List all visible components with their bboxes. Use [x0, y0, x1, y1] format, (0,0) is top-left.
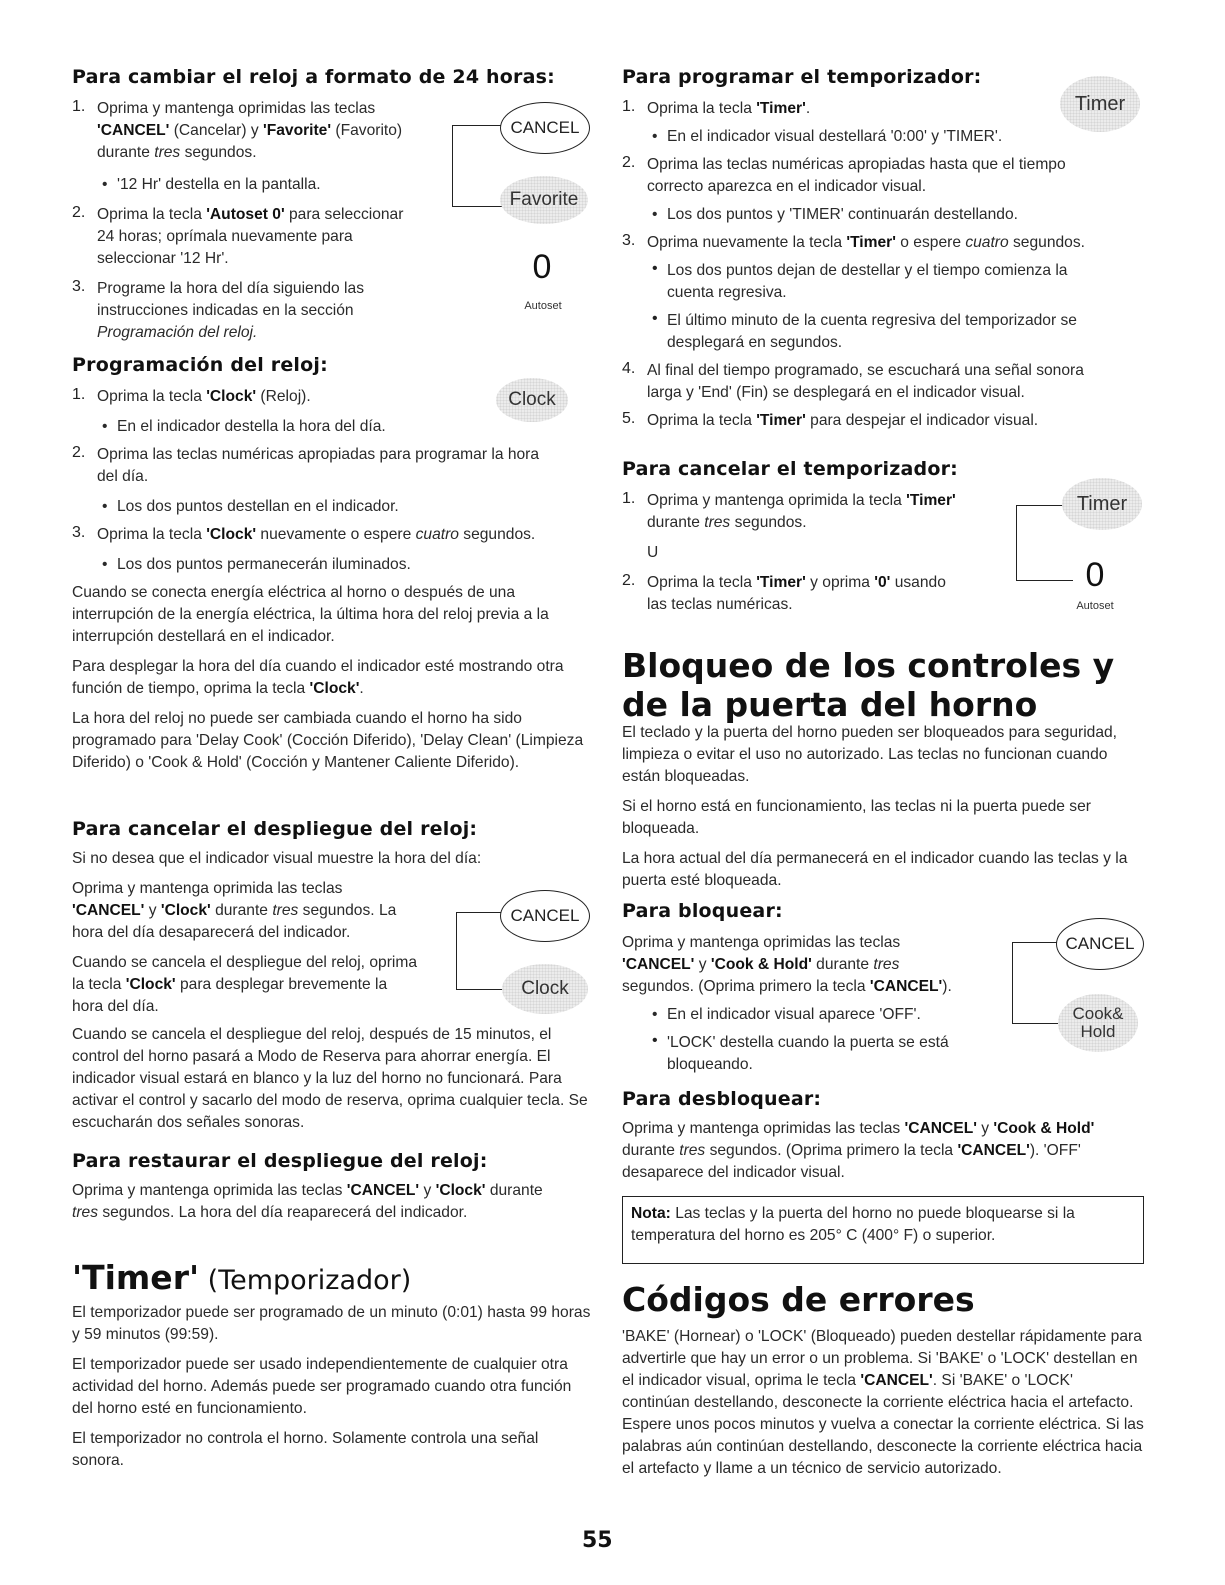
cancel-key-icon: CANCEL	[500, 102, 590, 154]
key-bracket	[452, 125, 503, 207]
note-box: Nota: Las teclas y la puerta del horno no puede bloquearse si la temperatura del horno es 205° C (400° F) o superior.	[622, 1196, 1144, 1264]
steps-24-hour	[72, 98, 452, 344]
key-bracket-4	[1012, 942, 1059, 1024]
bullet-12hr: • '12 Hr' destella en la pantalla.	[72, 174, 452, 196]
key-bracket-3	[1016, 505, 1073, 581]
step-24-2: 2. Oprima la tecla 'Autoset 0' para seleccionar 24 horas; oprímala nuevamente para seleccionar '12 Hr'.	[72, 204, 404, 267]
step-24-1: 1. Oprima y mantenga oprimidas las teclas 'CANCEL' (Cancelar) y 'Favorite' (Favorito) durante tres segundos.	[72, 98, 403, 161]
unlock-section: Oprima y mantenga oprimidas las teclas 'CANCEL' y 'Cook & Hold' durante tres segundos. (Oprima primero la tecla 'CANCEL'). 'OFF' desaparece del indicador visual.	[622, 1120, 1095, 1181]
lock-intro: El teclado y la puerta del horno pueden ser bloqueados para seguridad, limpieza o evitar el uso no autorizado. Las teclas no funcionan cuando están bloqueadas. Si el horno está en funcionamiento, las teclas ni la puerta puede ser bloqueada. La hora actual del día permanecerá en el indicador cuando las teclas y la puerta esté bloqueada.	[622, 724, 1128, 889]
heading-errors: Códigos de errores	[622, 1280, 975, 1319]
steps-cancel-timer: 1. Oprima y mantenga oprimida la tecla 'Timer' durante tres segundos. U 2. Oprima la tecla 'Timer' y oprima '0' usando las teclas numéricas.	[622, 490, 956, 613]
paragraph-nochange: La hora del reloj no puede ser cambiada cuando el horno ha sido programado para 'Delay Cook' (Cocción Diferido), 'Delay Clean' (Limpieza Diferido) o 'Cook & Hold' (Cocción y Mantener Caliente Diferido).	[72, 710, 584, 771]
timer-key-icon-2: Timer	[1062, 478, 1142, 530]
step-clock-1: 1. Oprima la tecla 'Clock' (Reloj).	[72, 386, 311, 405]
steps-set-timer: 1. Oprima la tecla 'Timer'. • En el indicador visual destellará '0:00' y 'TIMER'. 2. Oprima las teclas numéricas apropiadas hasta que el tiempo correcto aparezca en el indicador visual. • Los dos puntos y 'TIMER' continuarán destellando. 3. Oprima nuevamente la tecla 'Timer' o espere cuatro segundos. • Los dos puntos dejan de destellar y el tiempo comienza la cuenta regresiva. • El último minuto de la cuenta regresiva del temporizador se desplegará en segundos. 4. Al final del tiempo programado, se escuchará una señal sonora larga y 'End' (Fin) se desplegará en el indicador visual. 5. Oprima la tecla 'Timer' para despejar el indicador visual.	[622, 98, 1142, 432]
cancel-key-icon-3: CANCEL	[1056, 918, 1144, 970]
zero-key-icon-2: 0	[1085, 556, 1105, 594]
cancel-key-icon-2: CANCEL	[500, 890, 590, 942]
clock-key-icon-2: Clock	[502, 964, 588, 1014]
step-clock-3: 3. Oprima la tecla 'Clock' nuevamente o espere cuatro segundos.	[72, 524, 536, 543]
heading-set-timer: Para programar el temporizador:	[622, 66, 982, 88]
timer-intro: El temporizador puede ser programado de un minuto (0:01) hasta 99 horas y 59 minutos (99:59). El temporizador puede ser usado independientemente de cualquier otra actividad del horno. Además puede ser programado cuando otra función del horno esté en funcionamiento. El temporizador no controla el horno. Solamente controla una señal sonora.	[72, 1304, 591, 1469]
cook-hold-key-icon: Cook& Hold	[1058, 994, 1138, 1052]
paragraph-display: Para desplegar la hora del día cuando el indicador esté mostrando otra función de tiempo, oprima la tecla 'Clock'.	[72, 658, 564, 697]
autoset-label-2: Autoset	[1076, 600, 1114, 612]
step-clock-2: 2. Oprima las teclas numéricas apropiadas para programar la hora del día.	[72, 444, 540, 485]
heading-unlock: Para desbloquear:	[622, 1088, 822, 1110]
key-bracket-2	[456, 912, 503, 990]
heading-restore-clock: Para restaurar el despliegue del reloj:	[72, 1150, 488, 1172]
to-lock-section: Oprima y mantenga oprimidas las teclas 'CANCEL' y 'Cook & Hold' durante tres segundos. (Oprima primero la tecla 'CANCEL'). • En el indicador visual aparece 'OFF'. • 'LOCK' destella cuando la puerta se está bloqueando.	[622, 932, 1002, 1076]
paragraph-restore: Oprima y mantenga oprimida las teclas 'CANCEL' y 'Clock' durante tres segundos. La hora del día reaparecerá del indicador.	[72, 1182, 543, 1221]
heading-to-lock: Para bloquear:	[622, 900, 783, 922]
step-24-3: 3. Programe la hora del día siguiendo las instrucciones indicadas en la sección Programación del reloj.	[72, 278, 364, 341]
zero-key-icon: 0	[532, 248, 552, 286]
favorite-key-icon: Favorite	[500, 176, 588, 224]
cancel-clock-section: Si no desea que el indicador visual muestre la hora del día: Oprima y mantenga oprimida las teclas 'CANCEL' y 'Clock' durante tres segundos. La hora del día desaparecerá del indicador. Cuando se cancela el despliegue del reloj, oprima la tecla 'Clock' para desplegar brevemente la hora del día. Cuando se cancela el despliegue del reloj, después de 15 minutos, el control del horno pasará a Modo de Reserva para ahorrar energía. El indicador visual estará en blanco y la luz del horno no funcionará. Para activar el control y sacarlo del modo de reserva, oprima cualquier tecla. Se escucharán dos señales sonoras.	[72, 850, 588, 1131]
autoset-label: Autoset	[524, 300, 562, 312]
heading-cancel-clock: Para cancelar el despliegue del reloj:	[72, 818, 478, 840]
clock-key-icon: Clock	[496, 378, 568, 422]
heading-lock: Bloqueo de los controles y de la puerta del horno	[622, 646, 1115, 724]
steps-clock: 1. Oprima la tecla 'Clock' (Reloj). • En el indicador destella la hora del día. 2. Oprima las teclas numéricas apropiadas para programar la hora del día. • Los dos puntos destellan en el indicador. 3. Oprima la tecla 'Clock' nuevamente o espere cuatro segundos. • Los dos puntos permanecerán iluminados. Cuando se conecta energía eléctrica al horno o después de una interrupción de la energía eléctrica, la última hora del reloj previa a la interrupción destellará en el indicador. Para desplegar la hora del día cuando el indicador esté mostrando otra función de tiempo, oprima la tecla 'Clock'. La hora del reloj no puede ser cambiada cuando el horno ha sido programado para 'Delay Cook' (Cocción Diferido), 'Delay Clean' (Limpieza Diferido) o 'Cook & Hold' (Cocción y Mantener Caliente Diferido).	[72, 386, 592, 774]
paragraph-errors: 'BAKE' (Hornear) o 'LOCK' (Bloqueado) pueden destellar rápidamente para advertirle que hay un error o un problema. Si 'BAKE' o 'LOCK' destellan en el indicador visual, oprima le tecla 'CANCEL'. Si 'BAKE' o 'LOCK' continúan destellando, desconecte la corriente eléctrica hacia el artefacto. Espere unos pocos minutos y vuelva a conectar la corriente eléctrica. Si las palabras aún continúan destellando, desconecte la corriente eléctrica hacia el artefacto y llame a un técnico de servicio autorizado.	[622, 1328, 1144, 1477]
timer-key-icon: Timer	[1060, 76, 1140, 132]
heading-clock-programming: Programación del reloj:	[72, 354, 328, 376]
heading-24-hour-format: Para cambiar el reloj a formato de 24 horas:	[72, 66, 555, 88]
page-number: 55	[582, 1528, 613, 1553]
heading-timer: 'Timer' (Temporizador)	[72, 1258, 412, 1297]
paragraph-power: Cuando se conecta energía eléctrica al horno o después de una interrupción de la energía eléctrica, la última hora del reloj previa a la interrupción destellará en el indicador.	[72, 584, 549, 645]
heading-cancel-timer: Para cancelar el temporizador:	[622, 458, 958, 480]
